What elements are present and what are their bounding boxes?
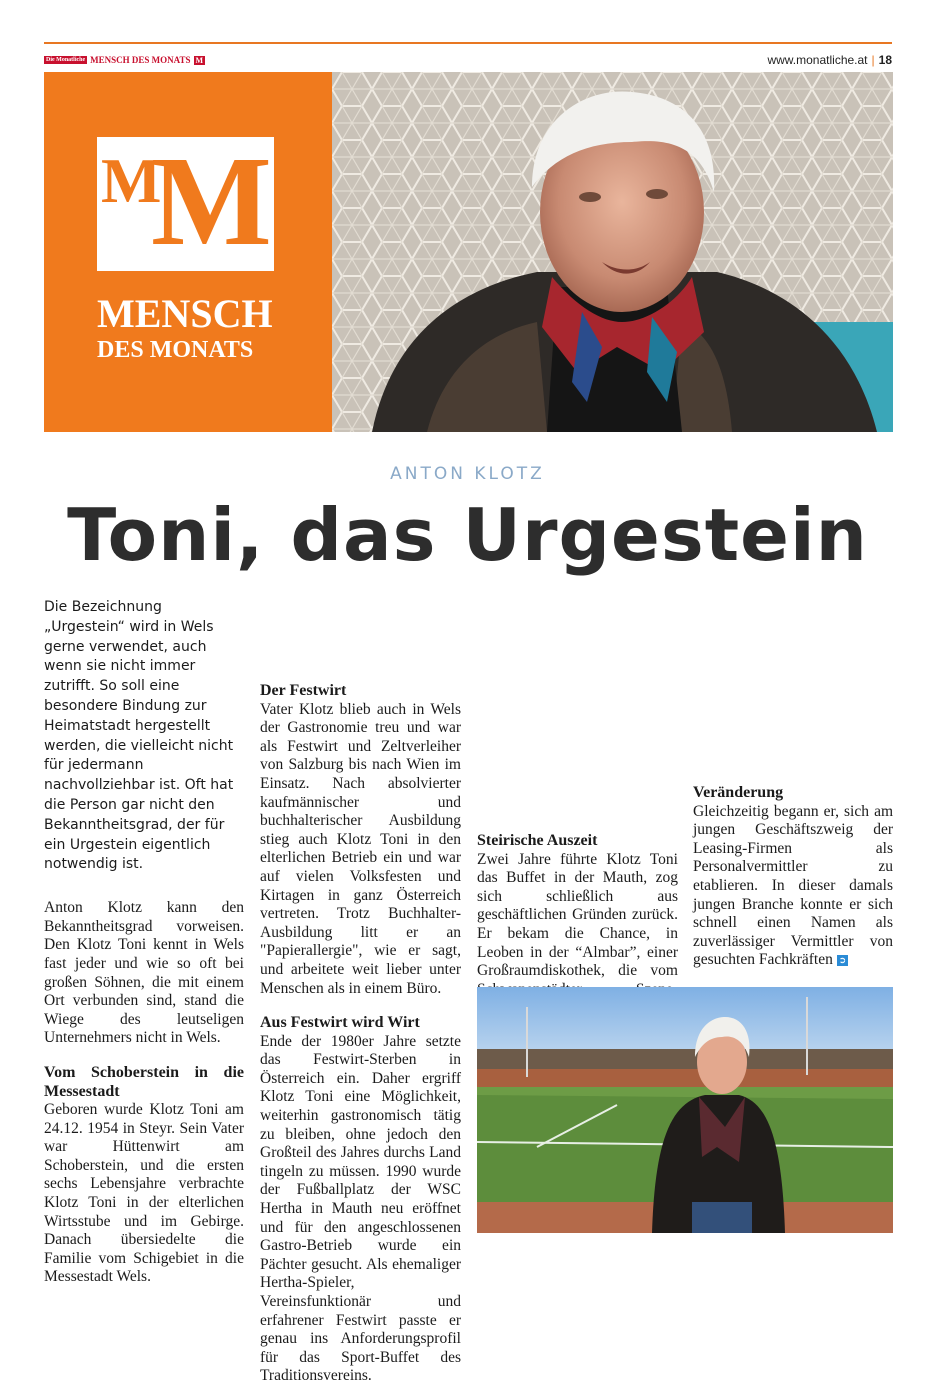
article-column-4: [693, 598, 893, 970]
article-column-2: [260, 598, 461, 1386]
page-number: 18: [878, 53, 892, 67]
header-separator: |: [871, 53, 875, 67]
hero-banner: [44, 72, 893, 432]
article-paragraph: Vater Klotz blieb auch in Wels der Gastronomie treu und war als Festwirt und Zeltverleiher von Salzburg bis nach Wien im Einsatz. Nach absolvierter kaufmännischer und buchhalterischer Ausbildung stieg auch Klotz Toni in den elterlichen Betrieb ein und war auf vielen Volksfesten und Kirtagen in ganz Österreich vertreten. Trotz Buchhalter-Ausbildung litt er an "Papierallergie", wie er sagt, und arbeitete weit lieber unter Menschen als in einem Büro.: [260, 700, 461, 997]
article-paragraph: Ende der 1980er Jahre setzte das Festwirt-Sterben in Österreich ein. Daher ergriff Klotz Toni eine Möglichkeit, weiterhin gastronomisch tätig zu bleiben, ohne jedoch den Großteil des Jahres durchs Land tingeln zu müssen. 1990 wurde der Fußballplatz der WSC Hertha in Mauth neu eröffnet und für den angeschlossenen Gastro-Betrieb wurde ein Pächter gesucht. Als ehemaliger Hertha-Spieler, Vereinsfunktionär und erfahrener Festwirt passte er genau ins Anforderungsprofil für das Sport-Buffet des Traditionsvereins.: [260, 1032, 461, 1385]
site-and-page: [767, 53, 892, 67]
page-header: [44, 42, 892, 70]
section-panel: [44, 72, 332, 432]
article-headline: Toni, das Urgestein: [67, 493, 868, 577]
section-title-line1: MENSCH: [97, 291, 273, 336]
article-lead: Die Bezeichnung „Urgestein“ wird in Wels gerne verwendet, auch wenn sie nicht immer zutrifft. So soll eine besondere Bindung zur Heimatstadt hergestellt werden, die vielleicht nicht für jedermann nachvollziehbar ist. Oft hat die Person gar nicht den Bekanntheitsgrad, der für ein Urgestein eigentlich notwendig ist.: [44, 599, 234, 873]
subheading-steirisch: Steirische Auszeit: [477, 832, 598, 849]
stadium-photo: [477, 987, 893, 1233]
section-m-badge: M: [195, 55, 204, 65]
paragraph-text: Gleichzeitig begann er, sich am jungen Geschäftszweig der Leasing-Firmen als Personalvermittler zu etablieren. In dieser damals jungen Branche konnte er sich schnell einen Namen als zuverlässiger Vermittler von gesuchten Fachkräften: [693, 802, 893, 969]
section-label: MENSCH DES MONATS: [90, 55, 191, 65]
article-paragraph: Anton Klotz kann den Bekanntheitsgrad vorweisen. Den Klotz Toni kennt in Wels fast jeder und wie so oft bei großen Söhnen, die mit einem Ort verbunden sind, stand die Wiege des leutseligen Unternehmers nicht in Wels.: [44, 899, 244, 1047]
subheading-festwirt: Der Festwirt: [260, 682, 347, 699]
logo-letter-large: M: [151, 130, 272, 272]
article-paragraph: Geboren wurde Klotz Toni am 24.12. 1954 in Steyr. Sein Vater war Hüttenwirt am Schoberstein, und die ersten sechs Lebensjahre verbrachte Klotz Toni in der elterlichen Wirtsstube und im Gebirge. Danach übersiedelte die Familie vom Schigebiet in die Messestadt Wels.: [44, 1101, 244, 1286]
continue-arrow-icon[interactable]: ➲: [838, 955, 847, 966]
mm-logo: [97, 130, 274, 272]
subheading-veraenderung: Veränderung: [693, 784, 784, 801]
article-kicker: ANTON KLOTZ: [390, 464, 545, 484]
article-column-1: [44, 598, 244, 1287]
section-title-line2: DES MONATS: [97, 337, 254, 363]
subheading-messestadt: Vom Schoberstein in die Messestadt: [44, 1063, 244, 1100]
article-paragraph: [693, 803, 893, 970]
section-brand: [44, 55, 205, 65]
website-link[interactable]: www.monatliche.at: [767, 53, 868, 67]
portrait-photo: [332, 72, 893, 432]
subheading-wirt: Aus Festwirt wird Wirt: [260, 1014, 420, 1032]
logo-letter-small: M: [101, 145, 162, 216]
article-paragraph: Zwei Jahre führte Klotz Toni das Buffet in der Mauth, zog sich schließlich aus geschäftlichen Gründen zurück. Er bekam die Chance, in Leoben in der “Almbar”, einer Großraumdiskothek, die vom: [477, 850, 678, 980]
publication-logo: Die Monatliche: [46, 57, 86, 63]
